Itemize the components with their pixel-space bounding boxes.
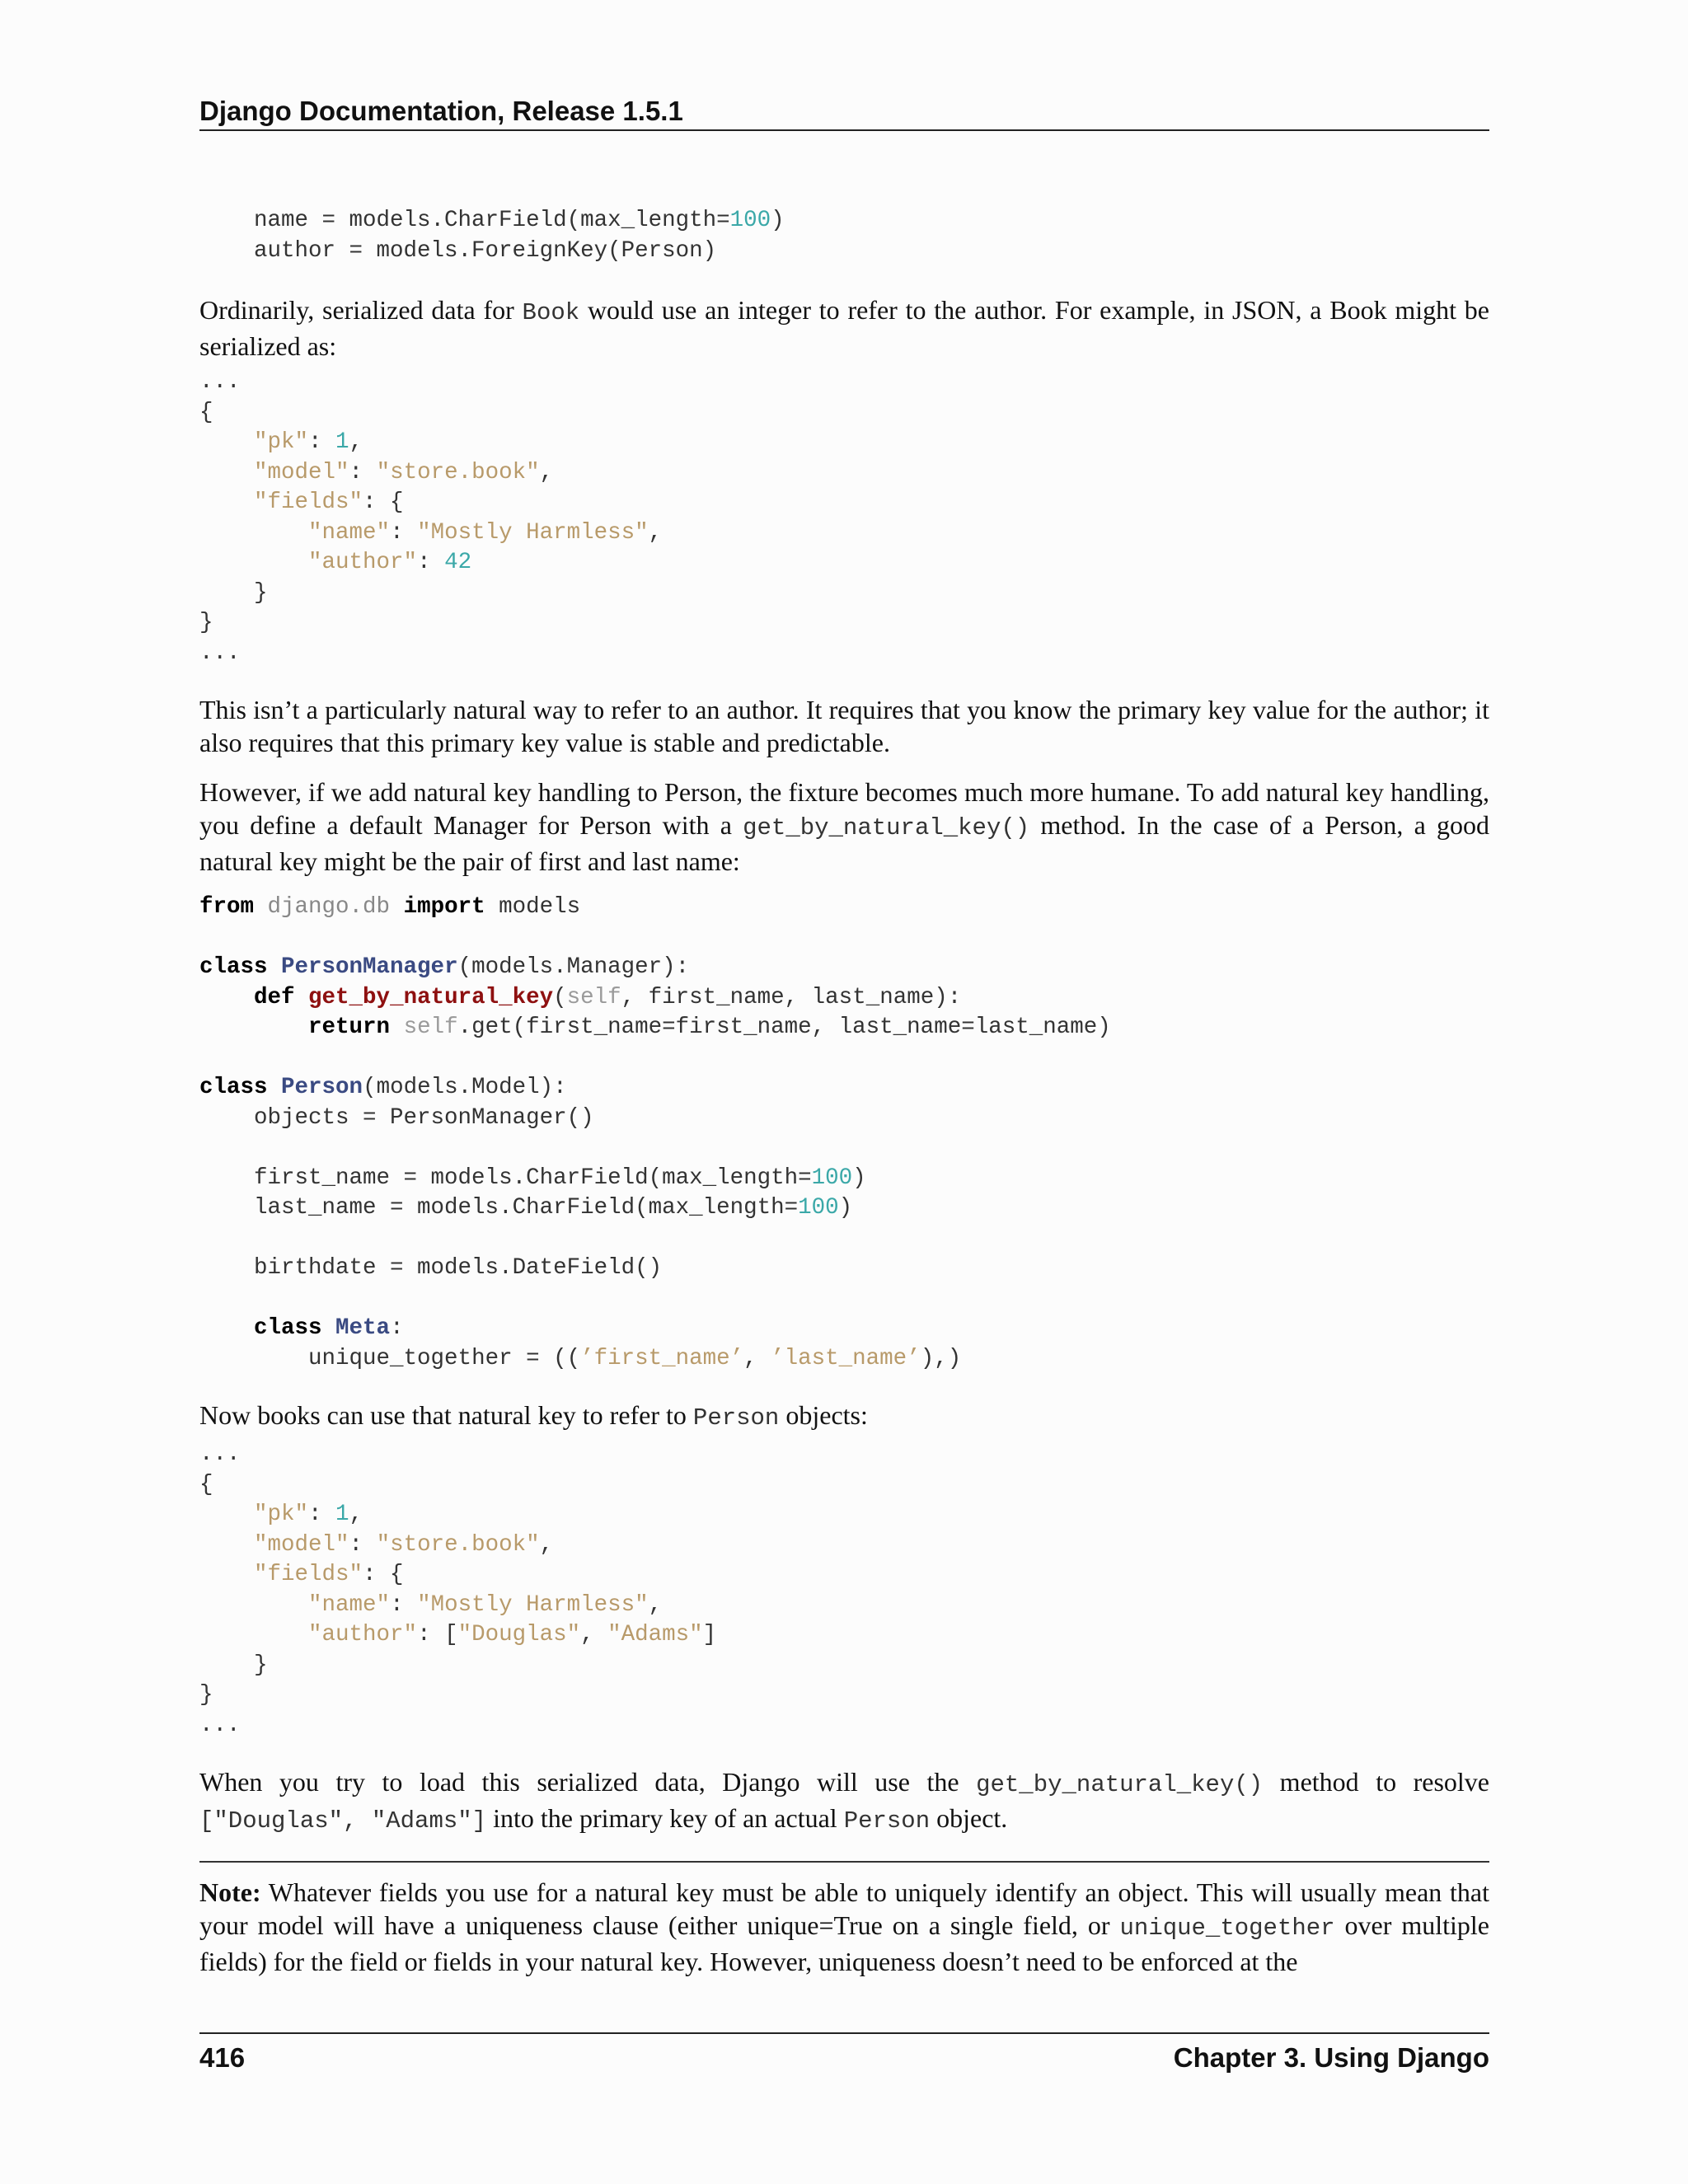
code-block-json-natural-key: ... { "pk": 1, "model": "store.book", "fields": { "name": "Mostly Harmless", "author": ["Douglas", "Adams"] } } ... [199,1441,717,1738]
chapter-title: Chapter 3. Using Django [1173,2042,1489,2073]
note-separator [199,1861,1489,1863]
code-block-book-fields: name = models.CharField(max_length=100) author = models.ForeignKey(Person) [199,208,785,264]
paragraph-not-natural: This isn’t a particularly natural way to refer to an author. It requires that you know the primary key value for the author; it also requires that this primary key value is stable and predictable. [199,695,1489,757]
code-block-person-manager: from django.db import models class PersonManager(models.Manager): def get_by_natural_key(self, first_name, last_name): return self.get(first_name=first_name, last_name=last_name) class Person(models.Model): objects = PersonManager() first_name = models.CharField(max_length=100) last_name = models.CharField(max_length=100) birthdate = models.DateField() class Meta: unique_together = ((’first_name’, ’last_name’),) [199,894,1111,1371]
inline-code-get-by-natural-key: get_by_natural_key() [743,814,1030,841]
page-number: 416 [199,2042,246,2073]
document-page [199,0,1489,2184]
code-block-json-integer: ... { "pk": 1, "model": "store.book", "fields": { "name": "Mostly Harmless", "author": 42 } } ... [199,369,663,666]
inline-code-person: Person [843,1807,931,1835]
running-header [199,92,1489,131]
note-label: Note: [199,1877,261,1907]
paragraph-serialized-book: Ordinarily, serialized data for Book would use an integer to refer to the author. For example, in JSON, a Book might be serialized as: [199,295,1490,361]
paragraph-load-serialized: When you try to load this serialized data, Django will use the get_by_natural_key() method to resolve ["Douglas", "Adams"] into the primary key of an actual Person object. [199,1767,1490,1835]
header-title: Django Documentation, Release 1.5.1 [199,96,683,126]
running-footer [199,2032,1489,2083]
paragraph-books-natural-key: Now books can use that natural key to refer to Person objects: [199,1400,868,1432]
inline-code-person: Person [692,1404,780,1432]
paragraph-natural-key-handling: However, if we add natural key handling to Person, the fixture becomes much more humane. To add natural key handling, you define a default Manager for Person with a get_by_natural_key() method. In the case of a Person, a good natural key might be the pair of first and last name: [199,777,1490,876]
note-paragraph: Note: Whatever fields you use for a natural key must be able to uniquely identify an object. This will usually mean that your model will have a uniqueness clause (either unique=True on a single field, or unique_together over multiple fields) for the field or fields in your natural key. However, uniqueness doesn’t need to be enforced at the [199,1877,1490,1976]
inline-code-get-by-natural-key: get_by_natural_key() [976,1771,1264,1798]
inline-code-unique-together: unique_together [1119,1915,1335,1942]
page-content [199,206,1489,1978]
inline-code-douglas-adams: ["Douglas", "Adams"] [199,1807,487,1835]
inline-code-book: Book [522,299,580,326]
